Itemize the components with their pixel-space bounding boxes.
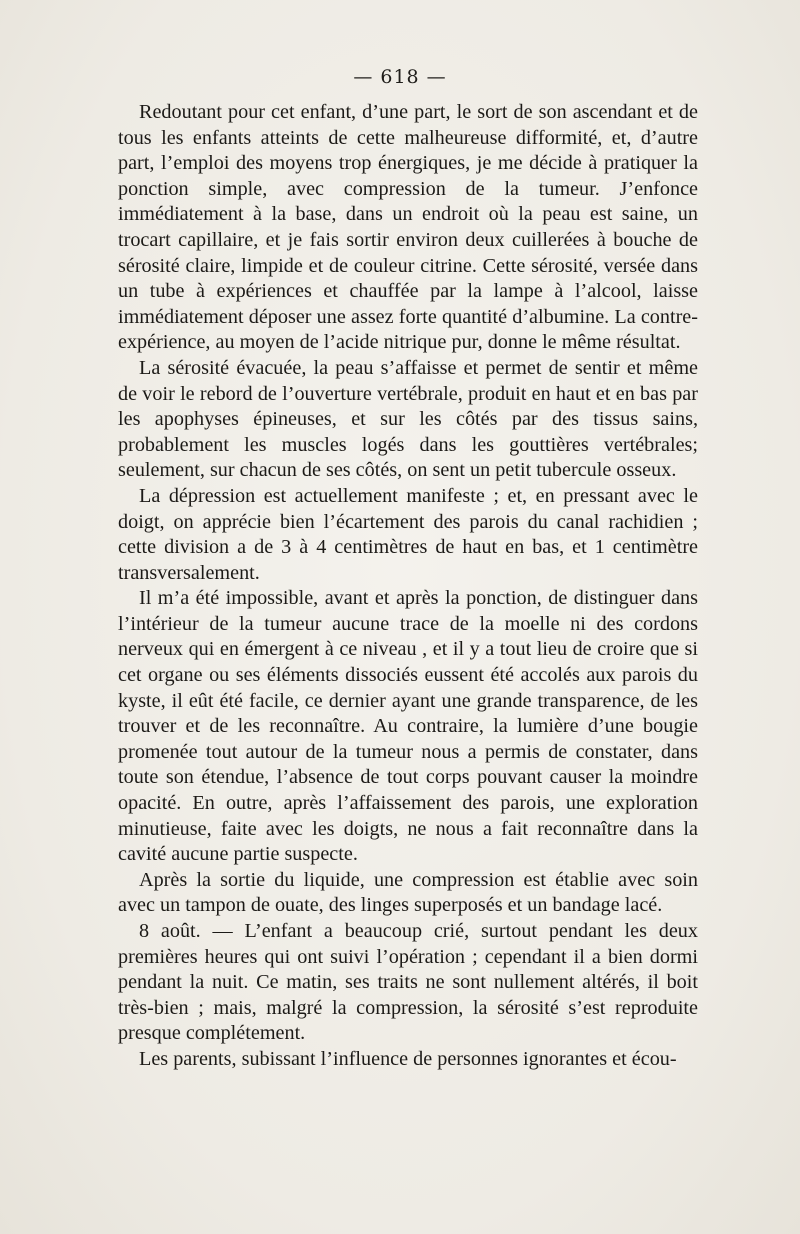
paragraph: La dépression est actuellement manifeste ; et, en pressant avec le doigt, on apprécie bien l’écartement des parois du canal rachidien ; cette division a de 3 à 4 centimètres de haut en bas, et 1 centimètre transversalement.	[118, 484, 698, 584]
paragraph: 8 août. — L’enfant a beaucoup crié, surtout pendant les deux premières heures qui ont suivi l’opération ; cependant il a bien dormi pendant la nuit. Ce matin, ses traits ne sont nullement altérés, il boit très-bien ; mais, malgré la compression, la sérosité s’est reproduite presque complétement.	[118, 920, 698, 1045]
body-text	[118, 100, 698, 1073]
paragraph: Il m’a été impossible, avant et après la ponction, de distinguer dans l’intérieur de la tumeur aucune trace de la moelle ni des cordons nerveux qui en émergent à ce niveau , et il y a tout lieu de croire que si cet organe ou ses éléments dissociés eussent été accolés aux parois du kyste, il eût été facile, ce dernier ayant une grande transparence, de les trouver et de les reconnaître. Au contraire, la lumière d’une bougie promenée tout autour de la tumeur nous a permis de constater, dans toute son étendue, l’absence de tout corps pouvant causer la moindre opacité. En outre, après l’affaissement des parois, une exploration minutieuse, faite avec les doigts, ne nous a fait reconnaître dans la cavité aucune partie suspecte.	[118, 587, 698, 866]
paragraph: Redoutant pour cet enfant, d’une part, le sort de son ascendant et de tous les enfants atteints de cette malheureuse difformité, et, d’autre part, l’emploi des moyens trop énergiques, je me décide à pratiquer la ponction simple, avec compression de la tumeur. J’enfonce immédiatement à la base, dans un endroit où la peau est saine, un trocart capillaire, et je fais sortir environ deux cuillerées à bouche de sérosité claire, limpide et de couleur citrine. Cette sérosité, versée dans un tube à expériences et chauffée par la lampe à l’alcool, laisse immédiatement déposer une assez forte quantité d’albumine. La contre-expérience, au moyen de l’acide nitrique pur, donne le même résultat.	[118, 101, 698, 354]
paragraph: Les parents, subissant l’influence de personnes ignorantes et écou-	[139, 1047, 677, 1070]
paragraph: Après la sortie du liquide, une compression est établie avec soin avec un tampon de ouate, des linges superposés et un bandage lacé.	[118, 868, 698, 917]
page-number: — 618 —	[353, 66, 447, 88]
paragraph: La sérosité évacuée, la peau s’affaisse et permet de sentir et même de voir le rebord de l’ouverture vertébrale, produit en haut et en bas par les apophyses épineuses, et sur les côtés par des tissus sains, probablement les muscles logés dans les gouttières vertébrales; seulement, sur chacun de ses côtés, on sent un petit tubercule osseux.	[118, 356, 698, 482]
